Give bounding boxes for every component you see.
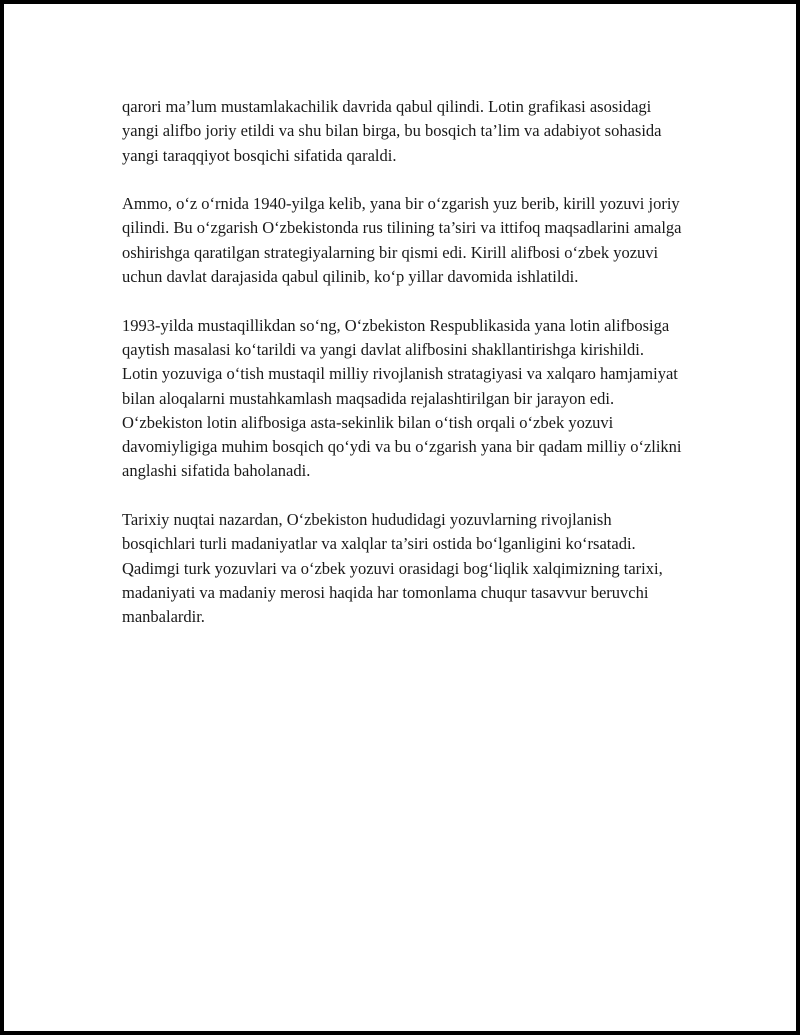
document-body (122, 95, 682, 654)
paragraph: Ammo, o‘z o‘rnida 1940-yilga kelib, yana bir o‘zgarish yuz berib, kirill yozuvi joriy qilindi. Bu o‘zgarish O‘zbekistonda rus tilining ta’siri va ittifoq maqsadlarini amalga oshirishga qaratilgan strategiyalarning bir qismi edi. Kirill alifbosi o‘zbek yozuvi uchun davlat darajasida qabul qilinib, ko‘p yillar davomida ishlatildi. (122, 194, 682, 287)
paragraph: qarori ma’lum mustamlakachilik davrida qabul qilindi. Lotin grafikasi asosidagi yangi alifbo joriy etildi va shu bilan birga, bu bosqich ta’lim va adabiyot sohasida yangi taraqqiyot bosqichi sifatida qaraldi. (122, 97, 662, 165)
paragraph: 1993-yilda mustaqillikdan so‘ng, O‘zbekiston Respublikasida yana lotin alifbosiga qaytish masalasi ko‘tarildi va yangi davlat alifbosini shakllantirishga kirishildi. Lotin yozuviga o‘tish mustaqil milliy rivojlanish stratagiyasi va xalqaro hamjamiyat bilan aloqalarni mustahkamlash maqsadida rejalashtirilgan bir jarayon edi. O‘zbekiston lotin alifbosiga asta-sekinlik bilan o‘tish orqali o‘zbek yozuvi davomiyligiga muhim bosqich qo‘ydi va bu o‘zgarish yana bir qadam milliy o‘zlikni anglashi sifatida baholanadi. (122, 315, 682, 481)
paragraph: Tarixiy nuqtai nazardan, O‘zbekiston hududidagi yozuvlarning rivojlanish bosqichlari turli madaniyatlar va xalqlar ta’siri ostida bo‘lganligini ko‘rsatadi. Qadimgi turk yozuvlari va o‘zbek yozuvi orasidagi bog‘liqlik xalqimizning tarixi, madaniyati va madaniy merosi haqida har tomonlama chuqur tasavvur beruvchi manbalardir. (122, 510, 663, 627)
